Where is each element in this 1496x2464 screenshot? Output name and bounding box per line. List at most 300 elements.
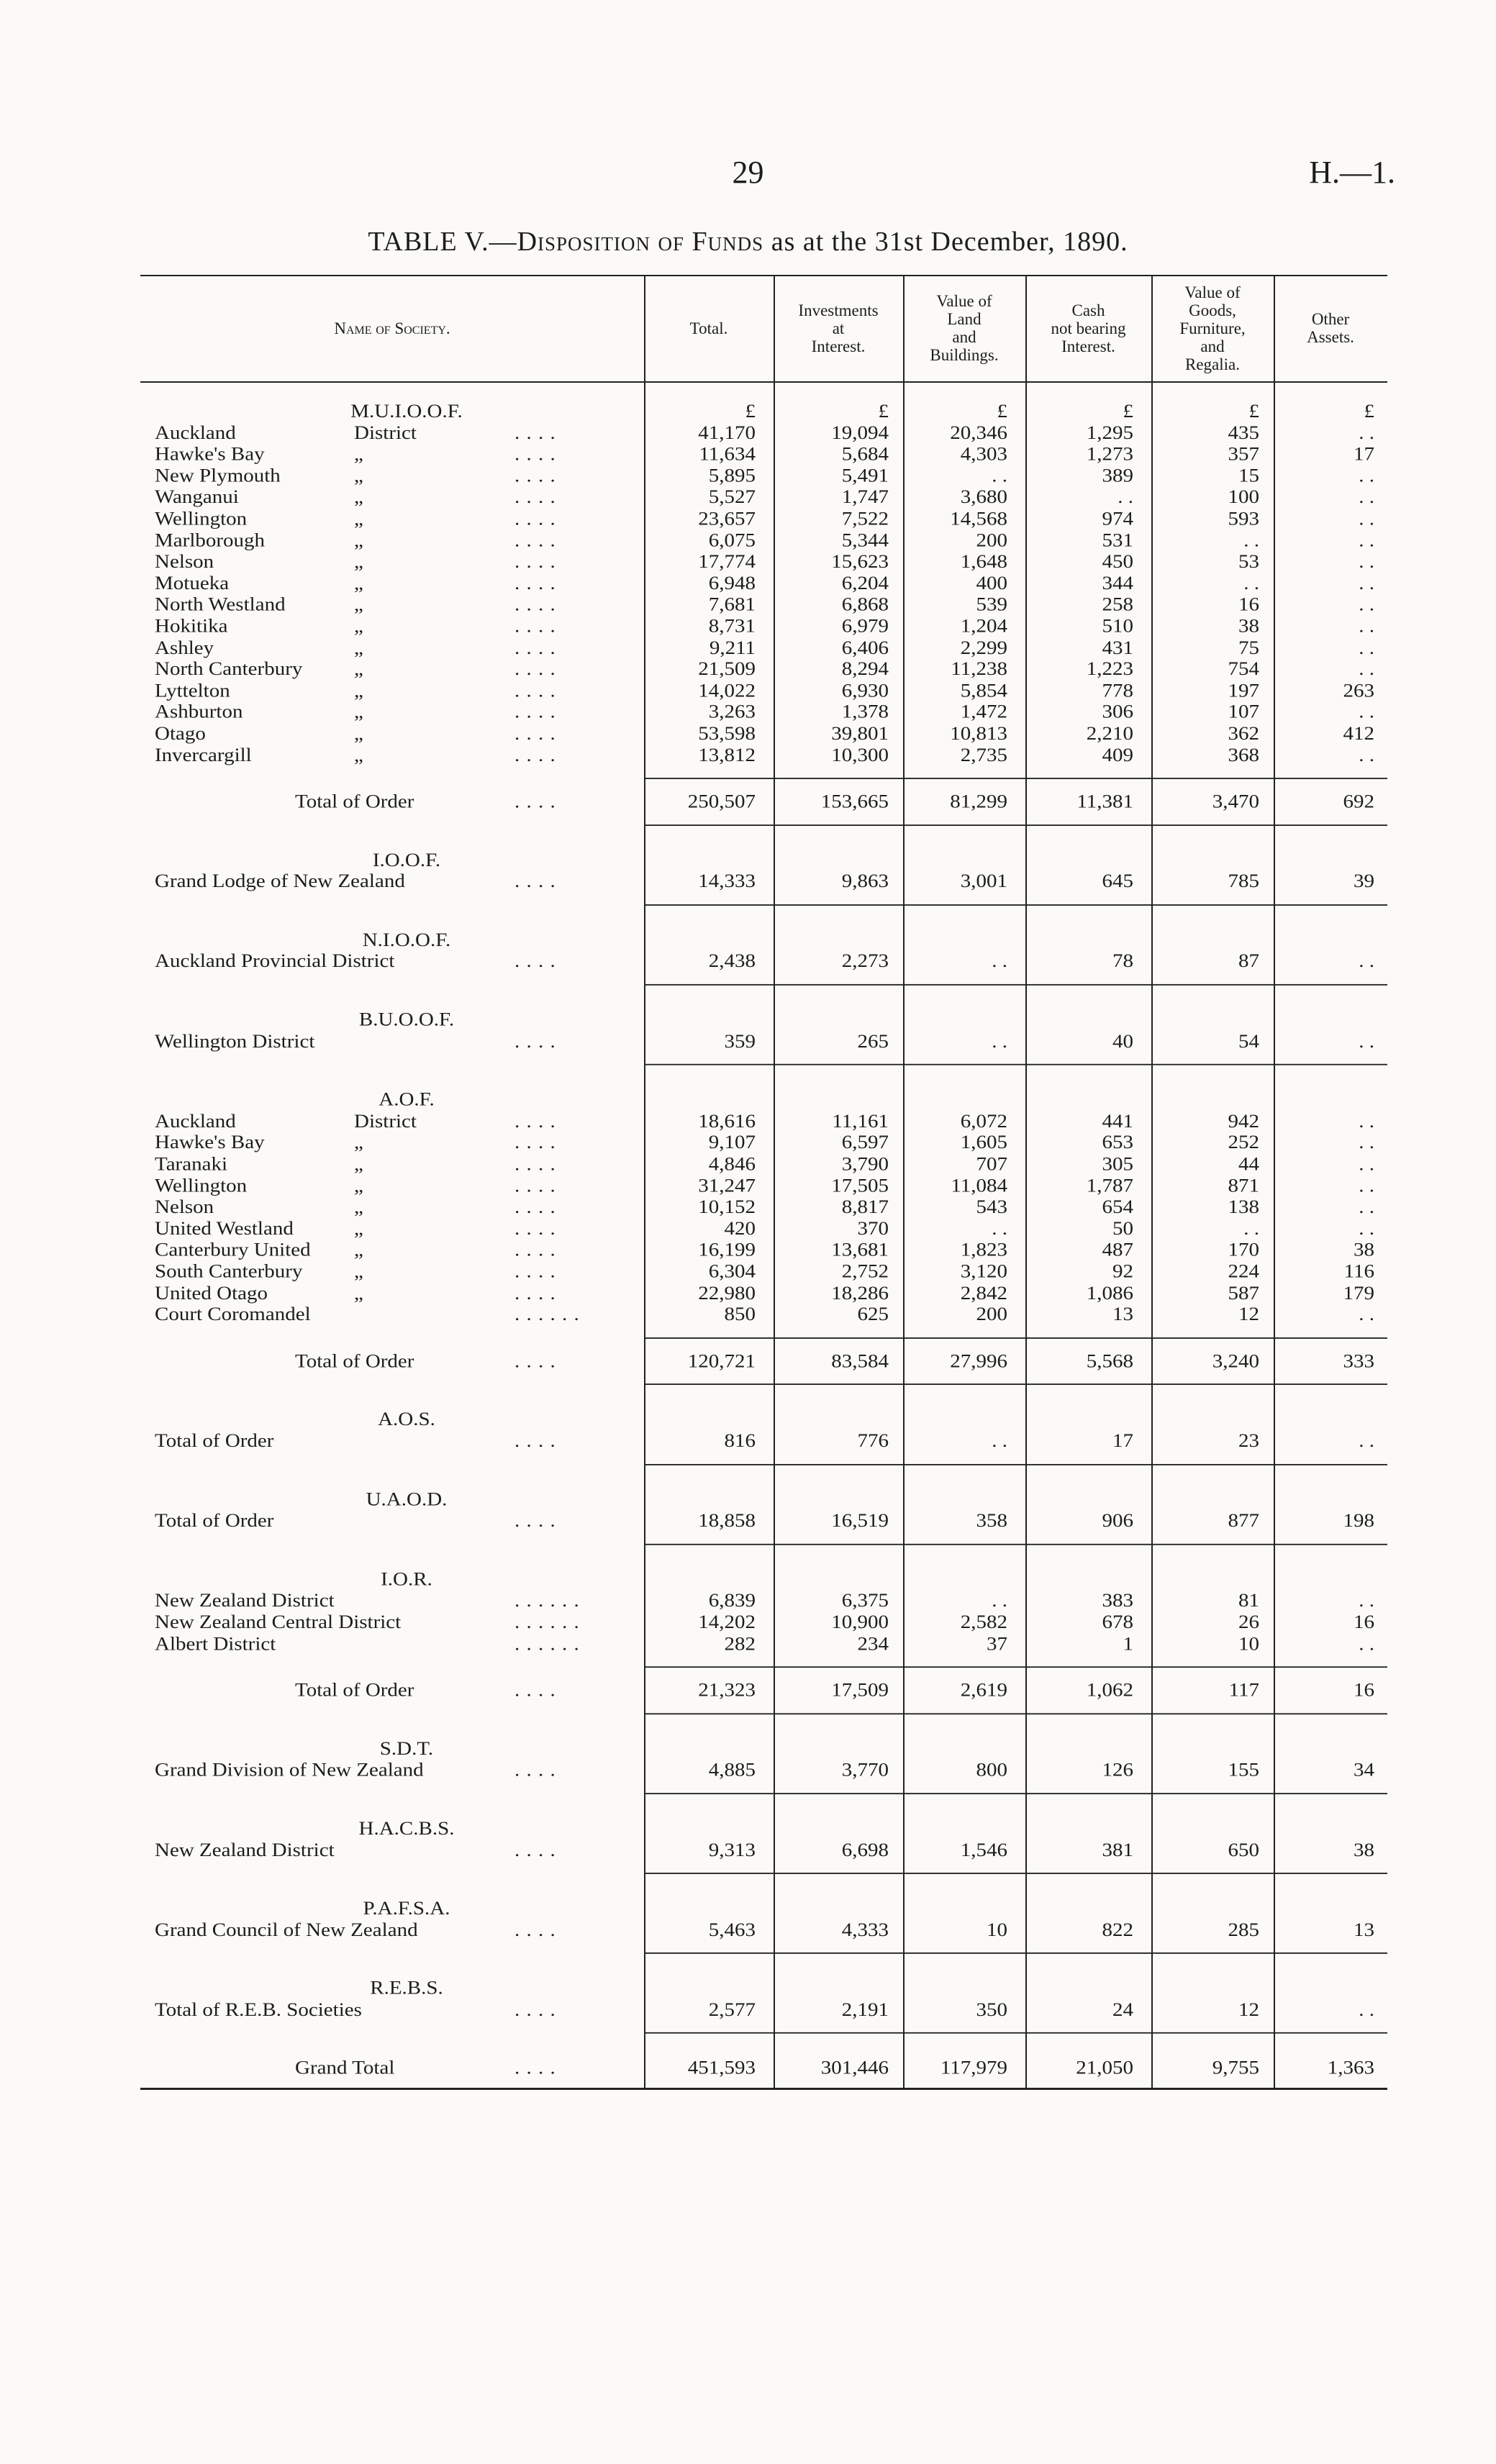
header-line: Goods, <box>1189 301 1236 319</box>
cell-value: 75 <box>1238 637 1259 658</box>
table-row <box>140 1111 1387 1132</box>
header-goods <box>1151 275 1274 381</box>
cell-value: 412 <box>1343 722 1374 745</box>
cell-value: 2,577 <box>708 1999 756 2021</box>
header-line: Interest. <box>811 337 866 355</box>
table-row <box>140 637 1387 659</box>
total-rule <box>140 1325 1387 1350</box>
cell-value: 3,001 <box>960 870 1007 892</box>
table-bottom-rule <box>140 2088 1387 2090</box>
cell-value: 5,895 <box>708 465 756 486</box>
cell-value: 5,684 <box>841 443 889 465</box>
cell-value: 17 <box>1112 1430 1133 1452</box>
cell-value: 301,446 <box>820 2058 889 2079</box>
cell-value: 53,598 <box>698 722 756 745</box>
leader-dots: . . . . <box>514 1030 556 1052</box>
cell-value: 19,094 <box>831 422 889 444</box>
cell-value: 1,273 <box>1086 443 1133 465</box>
total-rule <box>140 1532 1387 1557</box>
rule-line <box>644 904 1387 906</box>
cell-value: 44 <box>1238 1153 1259 1175</box>
table-row <box>140 422 1387 444</box>
cell-value: 450 <box>1102 551 1133 573</box>
total-rule <box>140 1701 1387 1727</box>
leader-dots: . . . . <box>514 1350 556 1372</box>
header-other-assets <box>1274 275 1387 381</box>
table-row <box>140 1611 1387 1633</box>
header-line: and <box>952 328 976 346</box>
cell-value: 368 <box>1228 744 1259 766</box>
cell-value: 1,648 <box>960 551 1007 573</box>
cell-value: 13,812 <box>698 744 756 766</box>
title-suffix: as at the 31st December, 1890. <box>763 227 1128 257</box>
cell-value: 11,381 <box>1076 791 1133 812</box>
cell-value: 4,885 <box>708 1759 756 1781</box>
ditto-mark: „ <box>354 508 363 529</box>
table-row <box>140 1430 1387 1452</box>
cell-value: 362 <box>1228 722 1259 745</box>
leader-dots: . . . . <box>514 950 556 972</box>
society-name: Canterbury United <box>155 1239 311 1261</box>
spacer <box>140 1966 1387 1978</box>
table-row <box>140 594 1387 616</box>
cell-value: 344 <box>1102 572 1133 594</box>
society-name: Hawke's Bay <box>155 443 265 465</box>
cell-value: 10 <box>1238 1633 1259 1655</box>
cell-value: 6,204 <box>841 572 889 594</box>
ditto-mark: „ <box>354 637 363 658</box>
cell-value: 9,755 <box>1212 2058 1259 2079</box>
pound-sign: £ <box>878 401 889 422</box>
cell-value: 38 <box>1238 615 1259 637</box>
society-name: Ashley <box>155 637 214 658</box>
leader-dots: . . . . <box>514 1196 556 1218</box>
cell-value: 224 <box>1228 1260 1259 1283</box>
cell-value: . . <box>1359 1196 1374 1218</box>
table-row <box>140 444 1387 465</box>
header-line: Interest. <box>1061 337 1115 355</box>
cell-value: 4,333 <box>841 1919 889 1941</box>
cell-value: 100 <box>1228 486 1259 508</box>
leader-dots: . . . . <box>514 508 556 529</box>
leader-dots: . . . . <box>514 1239 556 1261</box>
cell-value: 650 <box>1228 1839 1259 1861</box>
pound-sign: £ <box>1364 401 1374 422</box>
group-heading <box>140 1409 1387 1430</box>
society-name: New Plymouth <box>155 465 281 486</box>
cell-value: 258 <box>1102 594 1133 616</box>
cell-value: 200 <box>976 1304 1007 1325</box>
table-row <box>140 1153 1387 1175</box>
cell-value: . . <box>1359 744 1374 766</box>
society-order-name: N.I.O.O.F. <box>362 929 451 951</box>
total-rule <box>140 972 1387 997</box>
cell-value: 9,211 <box>709 637 756 658</box>
total-rule <box>140 1655 1387 1680</box>
cell-value: 16 <box>1354 1679 1374 1701</box>
society-name: Wellington <box>155 508 248 529</box>
total-row <box>140 791 1387 813</box>
leader-dots: . . . . <box>514 680 556 701</box>
cell-value: 92 <box>1112 1260 1133 1283</box>
cell-value: 531 <box>1102 529 1133 551</box>
cell-value: 54 <box>1238 1030 1259 1052</box>
spacer <box>140 1806 1387 1817</box>
society-name: Albert District <box>155 1633 276 1655</box>
header-bottom-rule <box>140 381 1387 383</box>
cell-value: 625 <box>857 1304 889 1325</box>
table-row <box>140 1240 1387 1261</box>
cell-value: 17,505 <box>831 1175 889 1196</box>
table-row <box>140 486 1387 508</box>
currency-row <box>140 401 1387 422</box>
ditto-mark: „ <box>354 680 363 701</box>
cell-value: 1,472 <box>960 701 1007 723</box>
table-row <box>140 1633 1387 1655</box>
header-line: Regalia. <box>1184 355 1240 373</box>
leader-dots: . . . . <box>514 615 556 637</box>
cell-value: 370 <box>857 1218 889 1240</box>
cell-value: 198 <box>1343 1510 1374 1532</box>
cell-value: 17,509 <box>831 1679 889 1701</box>
cell-value: 1 <box>1123 1633 1133 1655</box>
ditto-mark: „ <box>354 1175 363 1196</box>
cell-value: 18,616 <box>698 1110 756 1132</box>
society-order-name: H.A.C.B.S. <box>358 1817 455 1840</box>
cell-value: . . <box>1359 594 1374 616</box>
cell-value: 265 <box>857 1030 889 1052</box>
leader-dots: . . . . <box>514 637 556 658</box>
table-row <box>140 573 1387 594</box>
table-row <box>140 723 1387 745</box>
total-row <box>140 1350 1387 1372</box>
title-prefix: TABLE V.— <box>368 227 517 257</box>
cell-value: 487 <box>1102 1239 1133 1261</box>
cell-value: 587 <box>1228 1282 1259 1304</box>
leader-dots: . . . . <box>514 529 556 551</box>
cell-value: 593 <box>1228 508 1259 529</box>
cell-value: 22,980 <box>698 1282 756 1304</box>
ditto-mark: „ <box>354 1282 363 1304</box>
cell-value: 2,210 <box>1086 722 1133 745</box>
society-order-name: I.O.R. <box>381 1568 432 1590</box>
cell-value: 6,375 <box>841 1590 889 1611</box>
total-rule <box>140 1053 1387 1078</box>
cell-value: 4,846 <box>708 1153 756 1175</box>
ditto-mark: „ <box>354 1260 363 1283</box>
table-row <box>140 951 1387 973</box>
society-order-name: B.U.O.O.F. <box>358 1009 455 1031</box>
leader-dots: . . . . <box>514 870 556 892</box>
society-name: Wellington <box>155 1175 248 1196</box>
cell-value: . . <box>1359 658 1374 680</box>
total-rule <box>140 2021 1387 2046</box>
cell-value: 906 <box>1102 1510 1133 1532</box>
cell-value: 785 <box>1228 870 1259 892</box>
cell-value: 1,378 <box>841 701 889 723</box>
cell-value: 3,263 <box>708 701 756 723</box>
total-rule <box>140 1781 1387 1806</box>
cell-value: . . <box>1359 486 1374 508</box>
cell-value: 11,238 <box>951 658 1007 680</box>
table-row <box>140 1218 1387 1240</box>
cell-value: 409 <box>1102 744 1133 766</box>
table-row <box>140 1304 1387 1326</box>
cell-value: 776 <box>857 1430 889 1452</box>
cell-value: 6,948 <box>708 572 756 594</box>
table-row <box>140 1760 1387 1781</box>
total-rule <box>140 812 1387 837</box>
leader-dots: . . . . <box>514 1679 556 1701</box>
cell-value: 2,582 <box>960 1611 1007 1633</box>
document-reference: H.—1. <box>1309 155 1395 190</box>
header-line: not bearing <box>1051 319 1126 337</box>
cell-value: . . <box>1359 615 1374 637</box>
cell-value: 2,735 <box>960 744 1007 766</box>
table-row <box>140 616 1387 637</box>
society-order-name: S.D.T. <box>379 1737 434 1760</box>
header-line: Cash <box>1071 301 1105 319</box>
ditto-mark: „ <box>354 744 363 766</box>
cell-value: 16 <box>1238 594 1259 616</box>
rule-line <box>644 1952 1387 1954</box>
leader-dots: . . . . <box>514 1282 556 1304</box>
cell-value: . . <box>1359 1175 1374 1196</box>
cell-value: 26 <box>1238 1611 1259 1633</box>
cell-value: 3,470 <box>1212 791 1259 812</box>
header-total: Total. <box>689 319 728 337</box>
table-row <box>140 680 1387 701</box>
cell-value: 3,770 <box>841 1759 889 1781</box>
cell-value: 38 <box>1354 1839 1374 1861</box>
group-heading <box>140 929 1387 951</box>
cell-value: 23 <box>1238 1430 1259 1452</box>
cell-value: 871 <box>1228 1175 1259 1196</box>
society-name: Marlborough <box>155 529 266 551</box>
table-row <box>140 508 1387 529</box>
cell-value: 138 <box>1228 1196 1259 1218</box>
total-rule <box>140 1372 1387 1397</box>
rule-line <box>644 984 1387 986</box>
leader-dots: . . . . <box>514 1759 556 1781</box>
cell-value: 2,619 <box>960 1679 1007 1701</box>
cell-value: 6,698 <box>841 1839 889 1861</box>
header-line: Furniture, <box>1179 319 1246 337</box>
cell-value: 8,731 <box>708 615 756 637</box>
table-row <box>140 1031 1387 1053</box>
cell-value: 1,605 <box>960 1132 1007 1153</box>
cell-value: . . <box>1359 551 1374 573</box>
table-row <box>140 1283 1387 1304</box>
cell-value: . . <box>1359 950 1374 972</box>
cell-value: 420 <box>724 1218 756 1240</box>
society-name: Motueka <box>155 572 230 594</box>
cell-value: 400 <box>976 572 1007 594</box>
table-row <box>140 1261 1387 1283</box>
table-row <box>140 871 1387 893</box>
society-order-name: R.E.B.S. <box>370 1978 443 1999</box>
cell-value: 653 <box>1102 1132 1133 1153</box>
society-name: Court Coromandel <box>155 1304 311 1325</box>
ditto-mark: „ <box>354 1153 363 1175</box>
spacer <box>140 837 1387 849</box>
society-name: New Zealand District <box>155 1590 335 1611</box>
ditto-mark: „ <box>354 529 363 551</box>
cell-value: 816 <box>724 1430 756 1452</box>
rule-line <box>644 2032 1387 2034</box>
cell-value: 4,303 <box>960 443 1007 465</box>
cell-value: 800 <box>976 1759 1007 1781</box>
cell-value: 2,752 <box>841 1260 889 1283</box>
society-order-name: U.A.O.D. <box>366 1488 448 1510</box>
cell-value: 778 <box>1102 680 1133 701</box>
society-name: Nelson <box>155 551 214 573</box>
leader-dots: . . . . <box>514 1110 556 1132</box>
cell-value: 13 <box>1112 1304 1133 1325</box>
cell-value: 27,996 <box>950 1350 1007 1372</box>
header-investments <box>774 275 903 381</box>
ditto-mark: „ <box>354 443 363 465</box>
society-name: Invercargill <box>155 744 252 766</box>
rule-line <box>644 1384 1387 1386</box>
cell-value: 754 <box>1228 658 1259 680</box>
leader-dots: . . . . . . <box>514 1590 580 1611</box>
cell-value: 15,623 <box>831 551 889 573</box>
group-heading <box>140 1009 1387 1031</box>
rule-line <box>644 1713 1387 1714</box>
cell-value: 6,072 <box>960 1110 1007 1132</box>
cell-value: 14,568 <box>950 508 1007 529</box>
rule-line <box>644 1064 1387 1065</box>
cell-value: 942 <box>1228 1110 1259 1132</box>
cell-value: . . <box>1359 465 1374 486</box>
header-line: and <box>1200 337 1225 355</box>
leader-dots: . . . . <box>514 1260 556 1283</box>
group-heading <box>140 1818 1387 1840</box>
cell-value: 282 <box>724 1633 756 1655</box>
rule-line <box>644 1666 1387 1668</box>
group-heading <box>140 1488 1387 1510</box>
society-name: North Westland <box>155 594 286 616</box>
table-row <box>140 1840 1387 1861</box>
group-heading <box>140 1898 1387 1919</box>
leader-dots: . . . . <box>514 791 556 812</box>
cell-value: . . <box>992 1430 1007 1452</box>
cell-value: 87 <box>1238 950 1259 972</box>
total-label: Total of Order <box>295 1679 414 1701</box>
cell-value: 78 <box>1112 950 1133 972</box>
ditto-mark: „ <box>354 486 363 508</box>
cell-value: 16 <box>1354 1611 1374 1633</box>
cell-value: 2,842 <box>960 1282 1007 1304</box>
cell-value: 11,634 <box>699 443 756 465</box>
cell-value: . . <box>992 465 1007 486</box>
society-name: Ashburton <box>155 701 243 723</box>
cell-value: 5,491 <box>841 465 889 486</box>
table-row <box>140 1919 1387 1941</box>
cell-value: 9,313 <box>708 1839 756 1861</box>
cell-value: 431 <box>1102 637 1133 658</box>
pound-sign: £ <box>997 401 1007 422</box>
cell-value: 14,202 <box>698 1611 756 1633</box>
cell-value: 383 <box>1102 1590 1133 1611</box>
cell-value: 543 <box>976 1196 1007 1218</box>
ditto-mark: „ <box>354 615 363 637</box>
table-row <box>140 1196 1387 1218</box>
cell-value: . . <box>1359 529 1374 551</box>
cell-value: 53 <box>1238 551 1259 573</box>
cell-value: 252 <box>1228 1132 1259 1153</box>
leader-dots: . . . . <box>514 658 556 680</box>
cell-value: 23,657 <box>698 508 756 529</box>
cell-value: 117 <box>1228 1679 1259 1701</box>
cell-value: 179 <box>1343 1282 1374 1304</box>
cell-value: 21,050 <box>1076 2058 1133 2079</box>
spacer <box>140 1557 1387 1568</box>
society-name: Taranaki <box>155 1153 228 1175</box>
society-order-name: M.U.I.O.O.F. <box>350 401 463 422</box>
society-name: Grand Council of New Zealand <box>155 1919 418 1941</box>
cell-value: 39,801 <box>831 722 889 745</box>
cell-value: 6,868 <box>841 594 889 616</box>
total-row <box>140 1680 1387 1701</box>
society-name: Wanganui <box>155 486 239 508</box>
cell-value: 6,075 <box>708 529 756 551</box>
cell-value: 40 <box>1112 1030 1133 1052</box>
cell-value: 3,680 <box>960 486 1007 508</box>
cell-value: 358 <box>976 1510 1007 1532</box>
ditto-mark: „ <box>354 1218 363 1240</box>
society-name: Otago <box>155 722 206 745</box>
page-number: 29 <box>732 155 764 190</box>
cell-value: 3,240 <box>1212 1350 1259 1372</box>
cell-value: 381 <box>1102 1839 1133 1861</box>
table-row <box>140 1510 1387 1532</box>
table-body <box>140 401 1387 2079</box>
rule-line <box>644 1873 1387 1874</box>
header-line: Value of <box>1184 283 1241 301</box>
cell-value: 50 <box>1112 1218 1133 1240</box>
leader-dots: . . . . <box>514 465 556 486</box>
cell-value: . . <box>1359 1153 1374 1175</box>
cell-value: 1,295 <box>1086 422 1133 444</box>
cell-value: 1,062 <box>1086 1679 1133 1701</box>
cell-value: 350 <box>976 1999 1007 2021</box>
group-heading <box>140 1978 1387 1999</box>
leader-dots: . . . . . . <box>514 1611 580 1633</box>
cell-value: 822 <box>1102 1919 1133 1941</box>
cell-value: 3,790 <box>841 1153 889 1175</box>
society-name: Auckland Provincial District <box>155 950 395 972</box>
cell-value: 654 <box>1102 1196 1133 1218</box>
leader-dots: . . . . <box>514 551 556 573</box>
cell-value: 2,273 <box>841 950 889 972</box>
spacer <box>140 1477 1387 1488</box>
rule-line <box>644 1793 1387 1794</box>
cell-value: 6,930 <box>841 680 889 701</box>
grand-total-label: Grand Total <box>295 2058 395 2079</box>
society-name: Lyttelton <box>155 680 230 701</box>
ditto-mark: „ <box>354 572 363 594</box>
cell-value: 1,204 <box>960 615 1007 637</box>
cell-value: 10 <box>987 1919 1007 1941</box>
cell-value: . . <box>1359 1132 1374 1153</box>
header-line: Investments <box>798 301 879 319</box>
cell-value: 41,170 <box>698 422 756 444</box>
ditto-mark: „ <box>354 465 363 486</box>
header-line: Value of <box>936 292 992 310</box>
total-rule <box>140 892 1387 917</box>
